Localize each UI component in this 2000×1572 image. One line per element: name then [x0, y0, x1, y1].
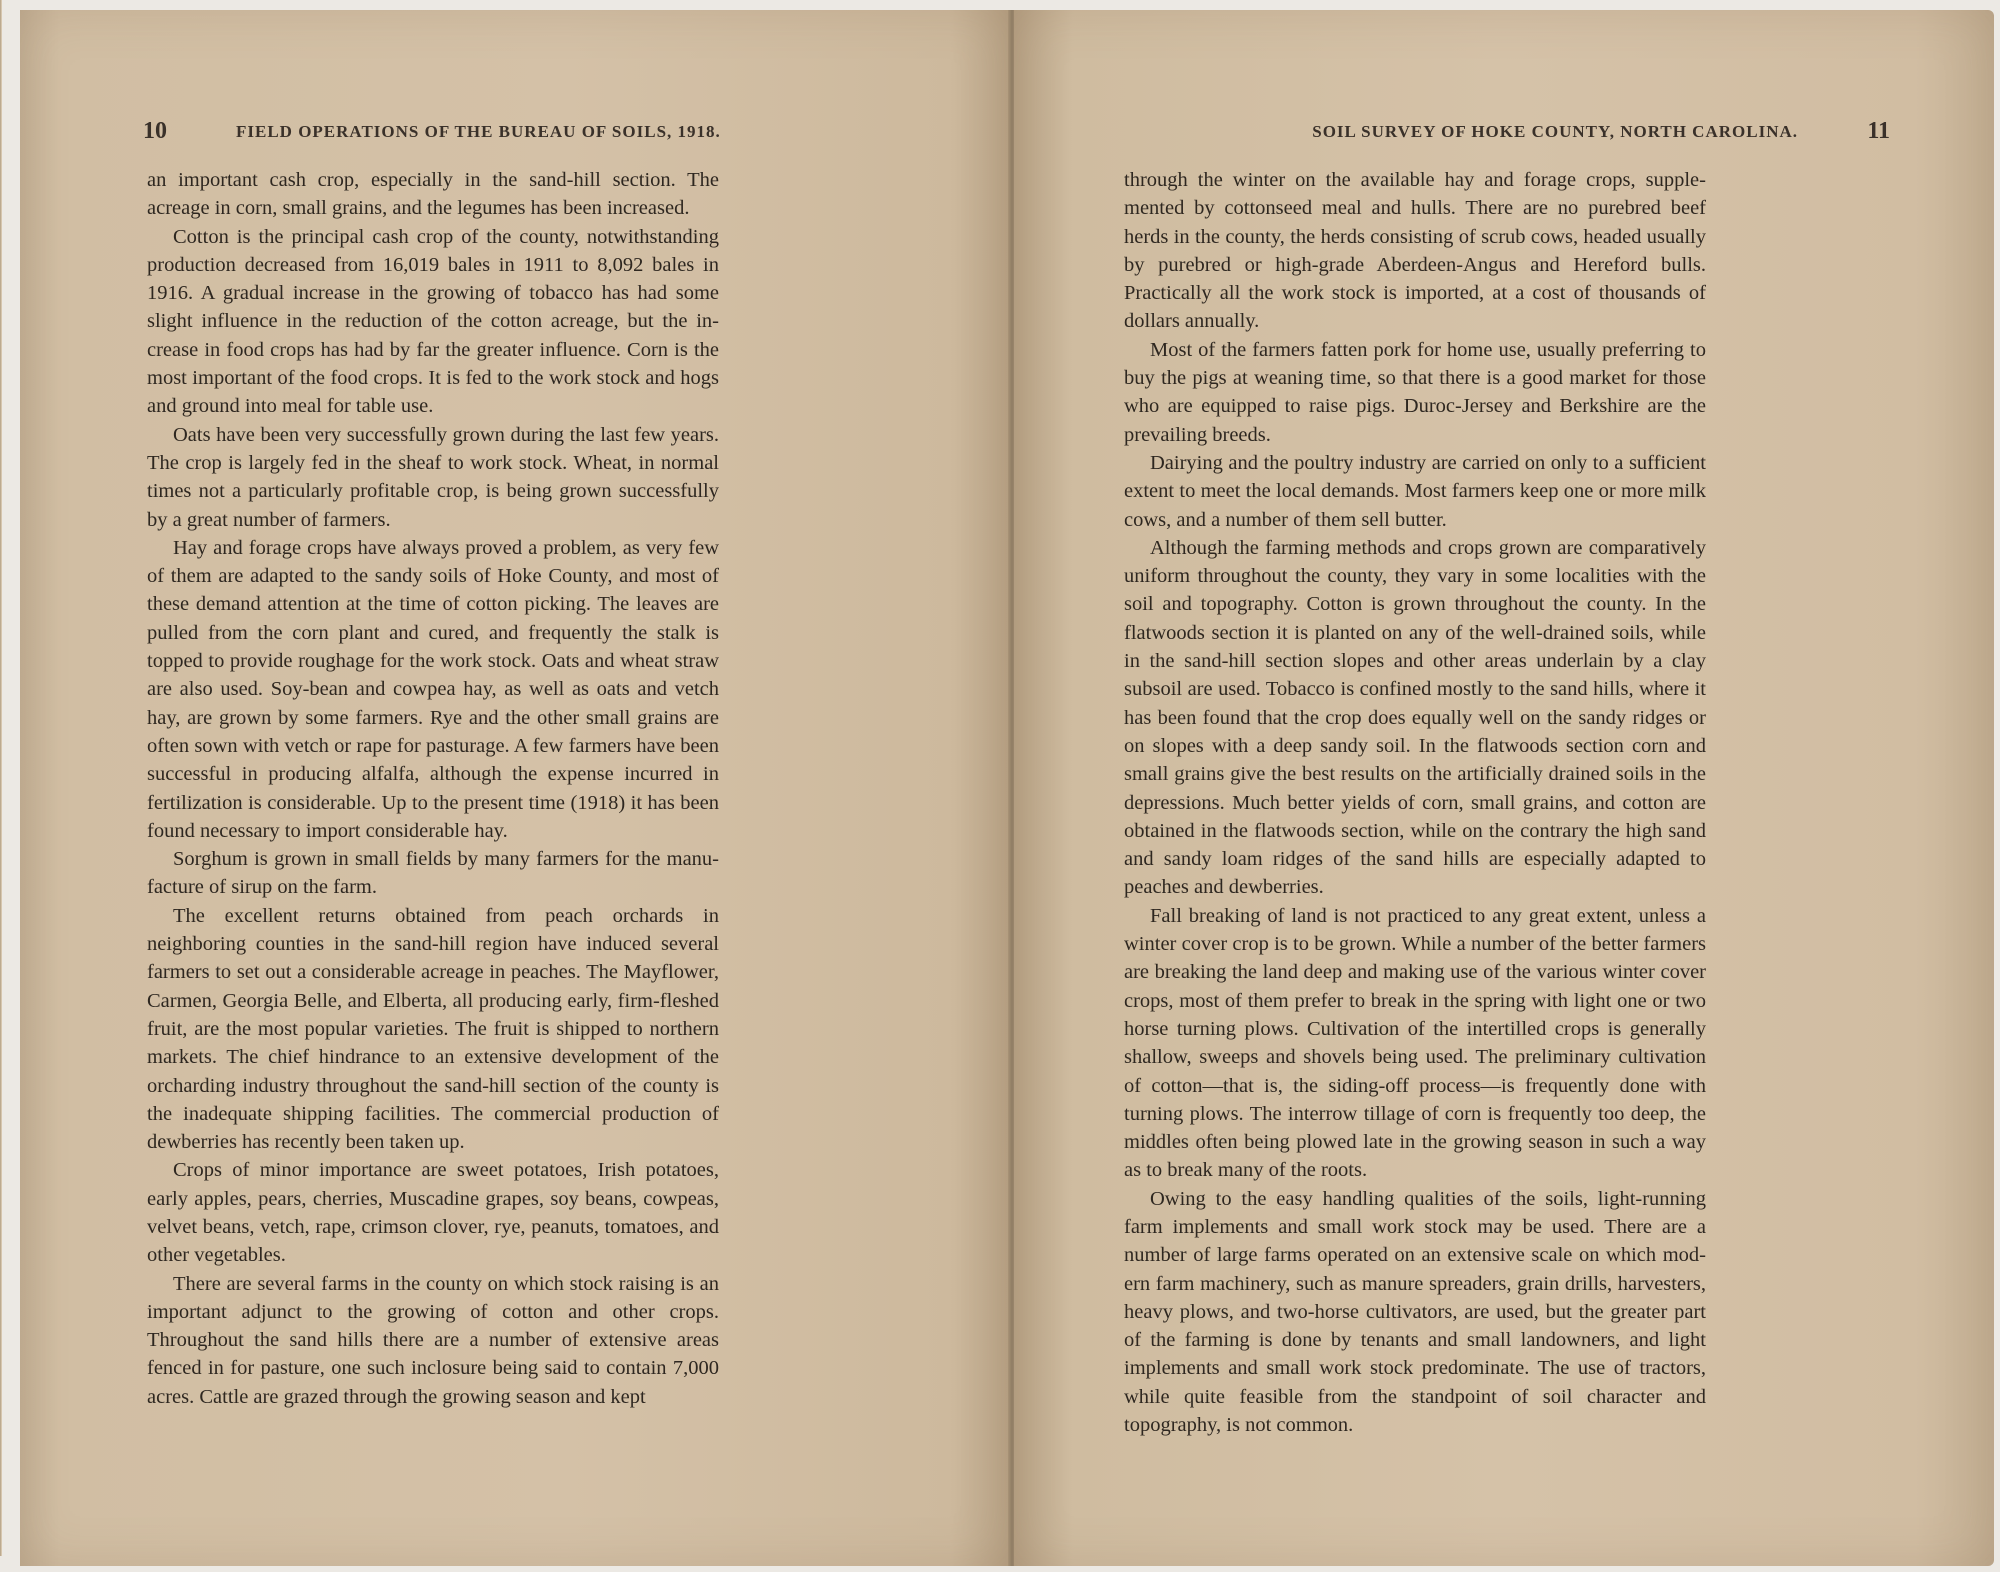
paragraph: Although the farming methods and crops grown are comparatively uniform throughout the county, they vary in some localities with the soil and topography. Cotton is grown throughout the county. In the flatwoods section it is planted on any of the well-drained soils, while in the sand-hill section slopes and other areas underlain by a clay subsoil are used. Tobacco is confined mostly to the sand hills, where it has been found that the crop does equally well on the sandy ridges or on slopes with a deep sandy soil. In the flatwoods section corn and small grains give the best results on the artificially drained soils in the depressions. Much better yields of corn, small grains, and cotton are obtained in the flatwoods section, while on the contrary the high sand and sandy loam ridges of the sand hills are especially adapted to peaches and dewberries. — [1124, 536, 1706, 899]
open-book — [20, 10, 1998, 1566]
paragraph: Fall breaking of land is not practiced to any great extent, unless a winter cover crop is to be grown. While a number of the better farmers are breaking the land deep and making use of the various winter cover crops, most of them prefer to break in the spring with light one or two horse turning plows. Cultivation of the intertilled crops is generally shallow, sweeps and shovels being used. The preliminary cultivation of cotton—that is, the siding-off process—is frequently done with turning plows. The interrow tillage of corn is frequently too deep, the middles often being plowed late in the growing season in such a way as to break many of the roots. — [1124, 904, 1706, 1182]
paragraph: Cotton is the principal cash crop of the county, notwithstanding production decreased from 16,019 bales in 1911 to 8,092 bales in 1916. A gradual increase in the growing of tobacco has had some slight influence in the reduction of the cotton acreage, but the increase in food crops has had by far the greater influence. Corn is the most important of the food crops. It is fed to the work stock and hogs and ground into meal for table use. — [147, 225, 719, 418]
left-text-column — [147, 166, 719, 1411]
paragraph: Crops of minor importance are sweet potatoes, Irish potatoes, early apples, pears, cherries, Muscadine grapes, soy beans, cowpeas, velvet beans, vetch, rape, crimson clover, rye, peanuts, tomatoes, and other vegetables. — [147, 1159, 719, 1267]
paragraph: There are several farms in the county on which stock raising is an important adjunct to the growing of cotton and other crops. Throughout the sand hills there are a number of extensive areas fenced in for pasture, one such inclosure being said to contain 7,000 acres. Cattle are grazed through the growing season and kept — [147, 1272, 719, 1408]
left-running-head-title: FIELD OPERATIONS OF THE BUREAU OF SOILS, 1918. — [236, 122, 721, 141]
right-page-number: 11 — [1867, 118, 1890, 144]
left-running-head — [143, 118, 843, 152]
left-page — [20, 10, 1010, 1566]
paragraph: Oats have been very successfully grown during the last few years. The crop is largely fed in the sheaf to work stock. Wheat, in normal times not a particularly profitable crop, is being grown successfully by a great number of farmers. — [147, 423, 719, 531]
paragraph: through the winter on the available hay and forage crops, supplemented by cottonseed meal and hulls. There are no purebred beef herds in the county, the herds consisting of scrub cows, headed usually by purebred or high-grade Aberdeen-Angus and Hereford bulls. Practically all the work stock is imported, at a cost of thousands of dollars annually. — [1124, 169, 1706, 333]
right-text-column — [1124, 166, 1706, 1439]
paragraph: Hay and forage crops have always proved a problem, as very few of them are adapted to the sandy soils of Hoke County, and most of these demand attention at the time of cotton picking. The leaves are pulled from the corn plant and cured, and frequently the stalk is topped to provide roughage for the work stock. Oats and wheat straw are also used. Soy-bean and cowpea hay, as well as oats and vetch hay, are grown by some farmers. Rye and the other small grains are often sown with vetch or rape for pasturage. A few farmers have been successful in producing alfalfa, although the expense incurred in fertilization is considerable. Up to the present time (1918) it has been found necessary to import considerable hay. — [147, 536, 719, 842]
right-running-head — [1230, 118, 1890, 152]
right-running-head-title: SOIL SURVEY OF HOKE COUNTY, NORTH CAROLINA. — [1312, 122, 1798, 141]
paragraph: Most of the farmers fatten pork for home use, usually preferring to buy the pigs at weaning time, so that there is a good market for those who are equipped to raise pigs. Duroc-Jersey and Berkshire are the prevailing breeds. — [1124, 338, 1706, 446]
paragraph: Dairying and the poultry industry are carried on only to a sufficient extent to meet the local demands. Most farmers keep one or more milk cows, and a number of them sell butter. — [1124, 451, 1706, 531]
paragraph: The excellent returns obtained from peach orchards in neighboring counties in the sand-hill region have induced several farmers to set out a considerable acreage in peaches. The Mayflower, Carmen, Georgia Belle, and Elberta, all producing early, firm-fleshed fruit, are the most popular varieties. The fruit is shipped to northern markets. The chief hindrance to an extensive development of the orcharding industry throughout the sand-hill section of the county is the inadequate shipping facilities. The commercial production of dewberries has recently been taken up. — [147, 904, 719, 1154]
paragraph: Sorghum is grown in small fields by many farmers for the manufacture of sirup on the farm. — [147, 848, 719, 899]
page-edges — [0, 0, 2, 1556]
paragraph: an important cash crop, especially in the sand-hill section. The acreage in corn, small grains, and the legumes has been increased. — [147, 169, 719, 220]
left-page-number: 10 — [143, 118, 167, 144]
paragraph: Owing to the easy handling qualities of the soils, light-running farm implements and small work stock may be used. There are a number of large farms operated on an extensive scale on which modern farm machinery, such as manure spreaders, grain drills, harvesters, heavy plows, and two-horse cultivators, are used, but the greater part of the farming is done by tenants and small landowners, and light implements and small work stock predominate. The use of tractors, while quite feasible from the standpoint of soil character and topography, is not common. — [1124, 1187, 1706, 1437]
